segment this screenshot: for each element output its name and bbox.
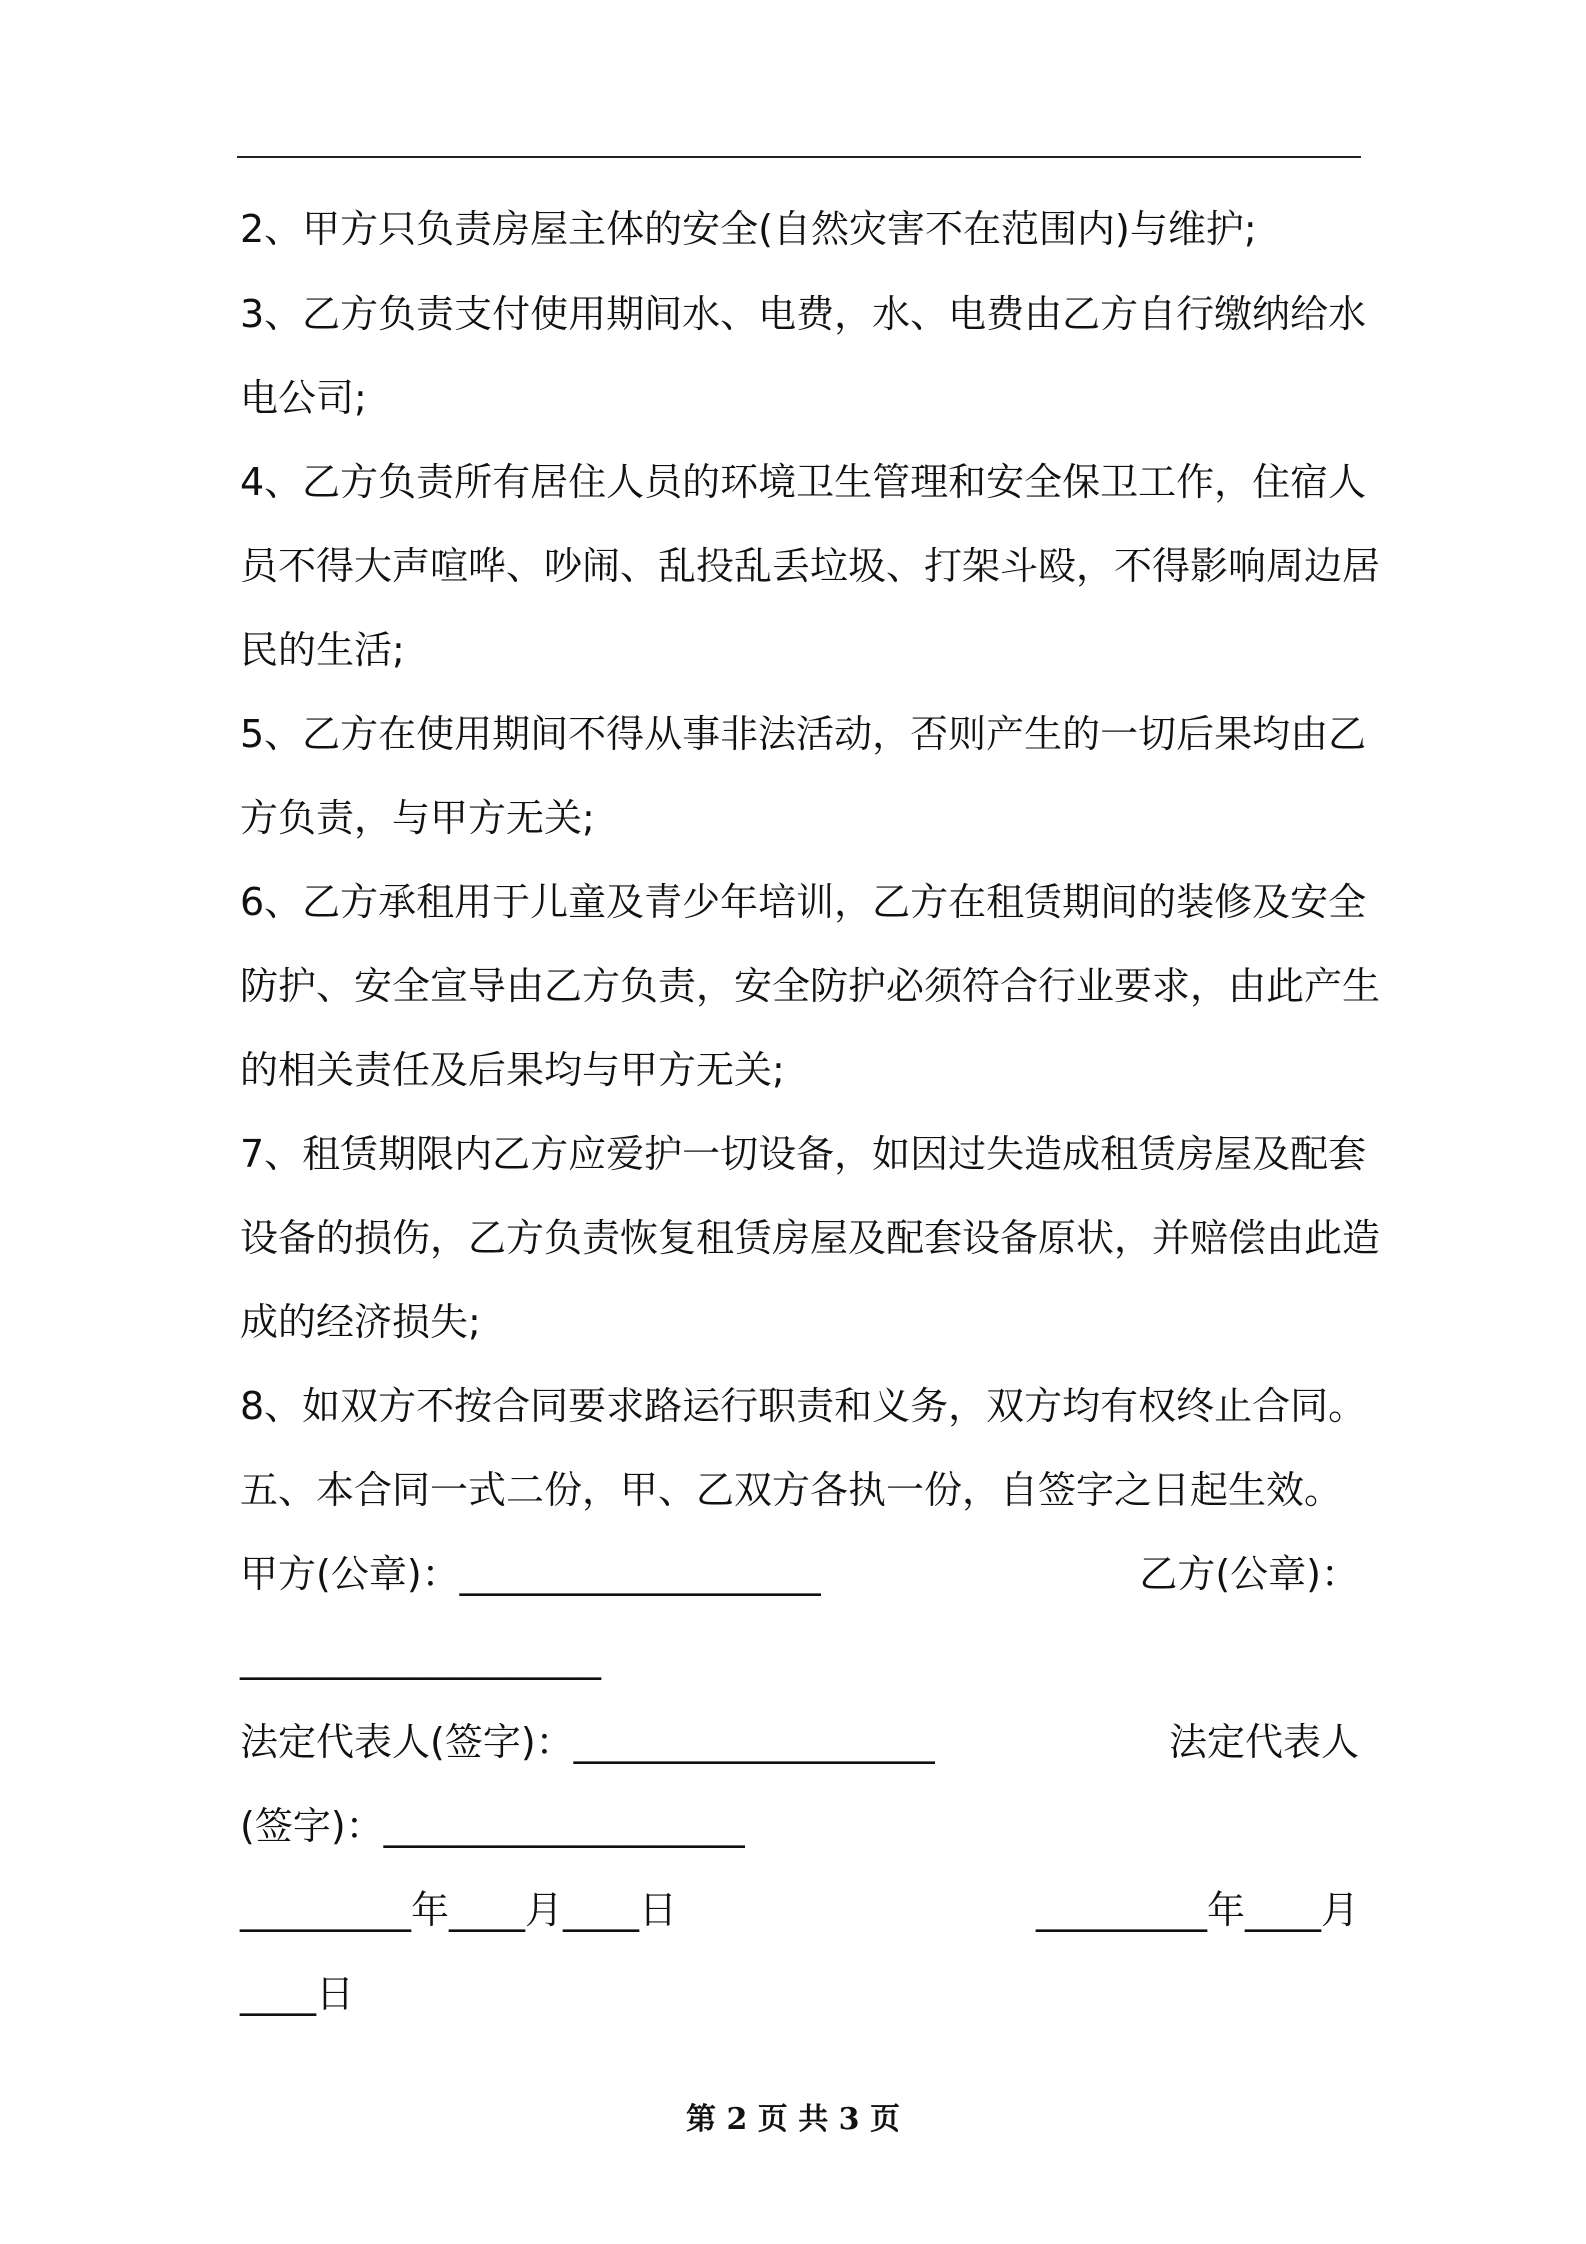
date-b-field: _________年____月 bbox=[1035, 1888, 1359, 1932]
party-a-seal-field: 甲方(公章)：___________________ bbox=[240, 1552, 821, 1596]
clause-5-line-2: 方负责，与甲方无关; bbox=[240, 796, 595, 840]
clause-3-line-1: 3、乙方负责支付使用期间水、电费，水、电费由乙方自行缴纳给水 bbox=[240, 292, 1367, 336]
clause-7-line-2: 设备的损伤，乙方负责恢复租赁房屋及配套设备原状，并赔偿由此造 bbox=[240, 1216, 1381, 1260]
clause-5th-line-1: 五、本合同一式二份，甲、乙双方各执一份，自签字之日起生效。 bbox=[240, 1468, 1343, 1512]
page-number: 第 2 页 共 3 页 bbox=[686, 2102, 900, 2137]
date-a-field: _________年____月____日 bbox=[240, 1888, 678, 1932]
clause-8-line-1: 8、如双方不按合同要求路运行职责和义务，双方均有权终止合同。 bbox=[240, 1384, 1367, 1428]
clause-5-line-1: 5、乙方在使用期间不得从事非法活动，否则产生的一切后果均由乙 bbox=[240, 712, 1367, 756]
clause-4-line-1: 4、乙方负责所有居住人员的环境卫生管理和安全保卫工作，住宿人 bbox=[240, 460, 1367, 504]
clause-4-line-2: 员不得大声喧哗、吵闹、乱投乱丢垃圾、打架斗殴，不得影响周边居 bbox=[240, 544, 1381, 588]
clause-2-line-1: 2、甲方只负责房屋主体的安全(自然灾害不在范围内)与维护; bbox=[240, 207, 1257, 251]
date-b-day-field: ____日 bbox=[240, 1972, 355, 2016]
clause-3-line-2: 电公司; bbox=[240, 376, 367, 420]
clause-6-line-3: 的相关责任及后果均与甲方无关; bbox=[240, 1048, 785, 1092]
header-rule bbox=[237, 156, 1361, 158]
clause-6-line-1: 6、乙方承租用于儿童及青少年培训，乙方在租赁期间的装修及安全 bbox=[240, 880, 1367, 924]
clause-4-line-3: 民的生活; bbox=[240, 628, 405, 672]
rep-a-sign-field: 法定代表人(签字)：___________________ bbox=[240, 1720, 935, 1764]
party-b-seal-label: 乙方(公章)： bbox=[1139, 1552, 1359, 1596]
clause-7-line-1: 7、租赁期限内乙方应爱护一切设备，如因过失造成租赁房屋及配套 bbox=[240, 1132, 1367, 1176]
clause-7-line-3: 成的经济损失; bbox=[240, 1300, 481, 1344]
rep-b-label: 法定代表人 bbox=[1168, 1720, 1359, 1764]
clause-6-line-2: 防护、安全宣导由乙方负责，安全防护必须符合行业要求，由此产生 bbox=[240, 964, 1381, 1008]
party-b-seal-blank: ___________________ bbox=[240, 1636, 601, 1680]
rep-b-sign-field: (签字)：___________________ bbox=[240, 1804, 745, 1848]
